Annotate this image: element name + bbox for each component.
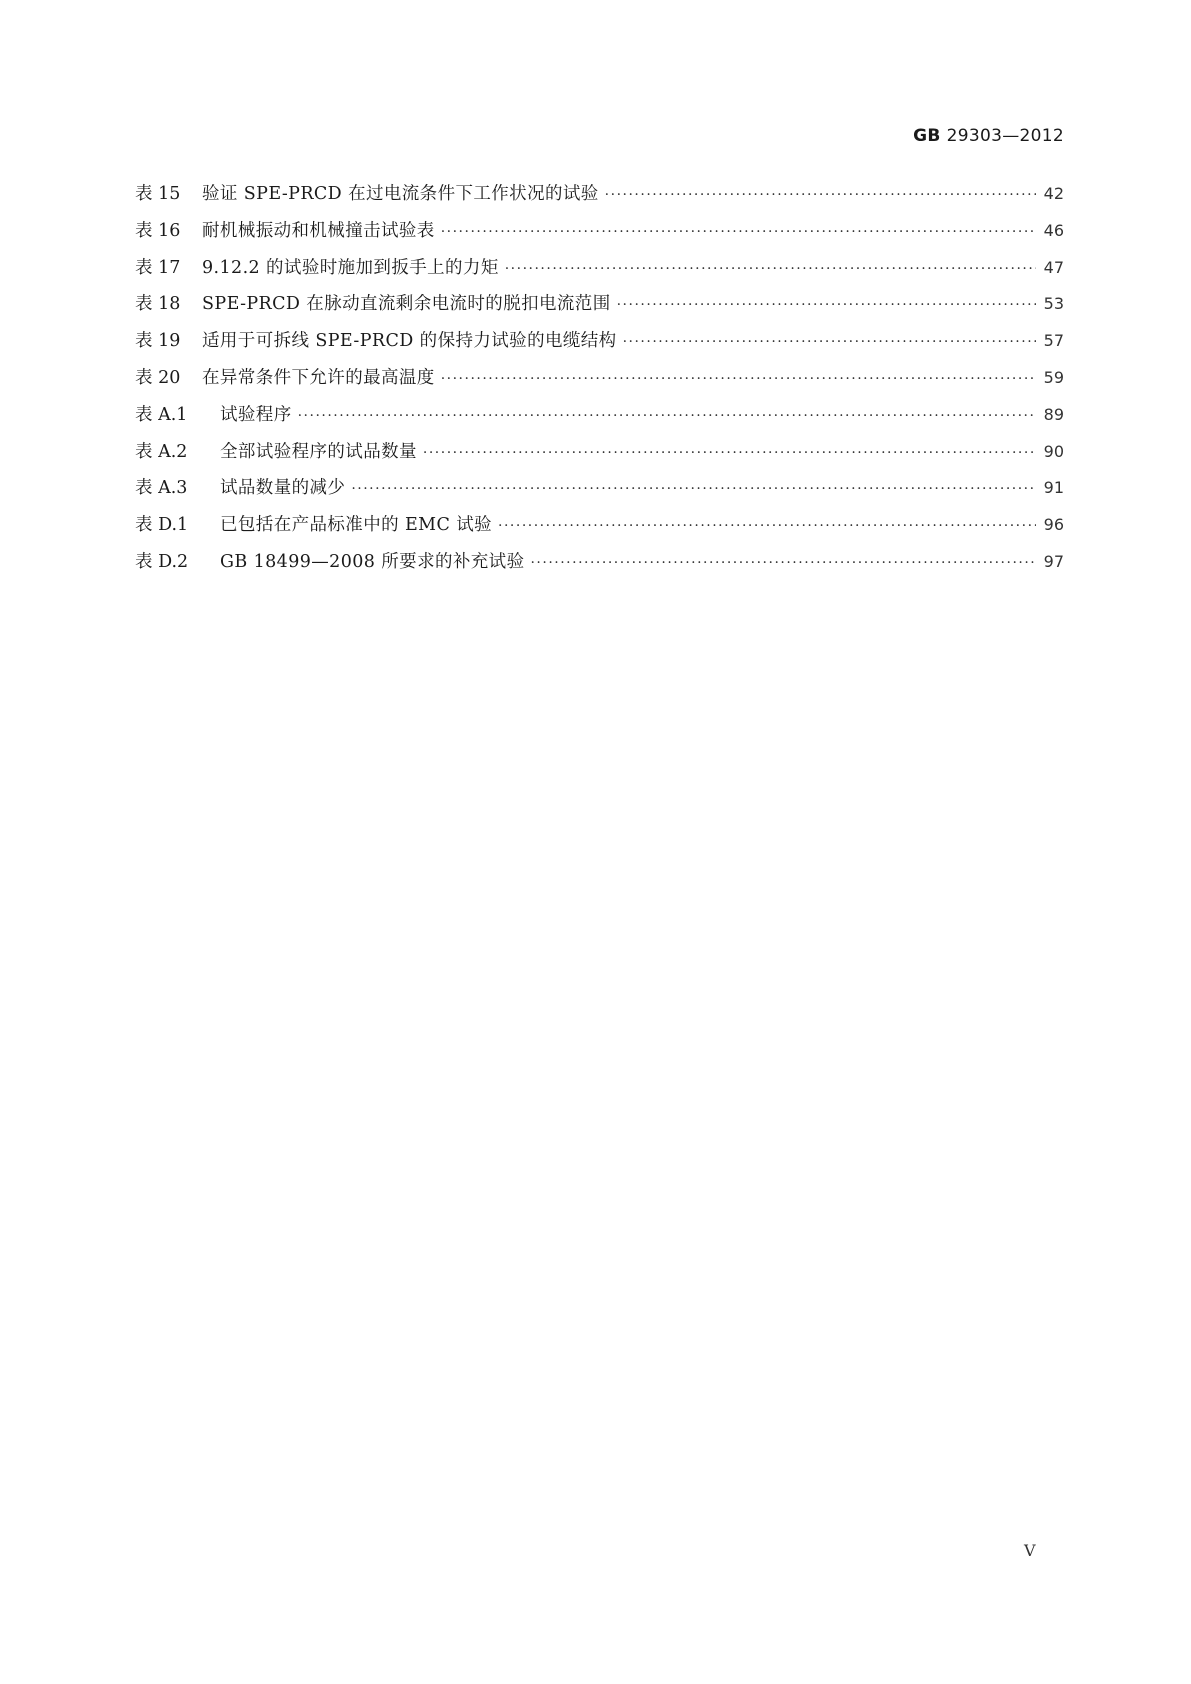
toc-entry-page: 89	[1043, 404, 1064, 424]
table-of-contents-list	[135, 180, 1064, 585]
toc-entry-page: 90	[1043, 441, 1064, 461]
toc-entry-table-15[interactable]	[135, 180, 1064, 217]
toc-entry-table-19[interactable]	[135, 327, 1064, 364]
toc-entry-title: SPE-PRCD 在脉动直流剩余电流时的脱扣电流范围	[202, 294, 611, 315]
toc-entry-page: 46	[1043, 220, 1064, 240]
toc-entry-label: 表 18	[135, 294, 181, 315]
toc-entry-title: GB 18499—2008 所要求的补充试验	[220, 551, 525, 572]
toc-entry-title: 耐机械振动和机械撞击试验表	[202, 220, 435, 241]
standard-number: 29303—2012	[946, 126, 1064, 146]
toc-entry-page: 96	[1043, 515, 1064, 535]
toc-entry-table-16[interactable]	[135, 217, 1064, 254]
dot-leader	[530, 555, 1035, 571]
toc-entry-title: 全部试验程序的试品数量	[220, 441, 417, 462]
toc-entry-page: 42	[1043, 184, 1064, 203]
toc-entry-table-d1[interactable]	[135, 511, 1064, 548]
page-number: Ⅴ	[1024, 1541, 1036, 1560]
toc-entry-label: 表 D.1	[135, 515, 189, 536]
dot-leader	[351, 481, 1035, 497]
toc-entry-title: 9.12.2 的试验时施加到扳手上的力矩	[202, 257, 499, 278]
toc-entry-title: 已包括在产品标准中的 EMC 试验	[220, 515, 493, 536]
toc-entry-table-a2[interactable]	[135, 438, 1064, 475]
dot-leader	[441, 371, 1036, 387]
toc-entry-title: 验证 SPE-PRCD 在过电流条件下工作状况的试验	[202, 184, 599, 204]
toc-entry-label: 表 A.1	[135, 404, 188, 425]
standard-prefix: GB	[913, 126, 941, 146]
toc-entry-label: 表 16	[135, 220, 181, 241]
dot-leader	[441, 224, 1036, 240]
toc-entry-label: 表 19	[135, 331, 181, 352]
toc-entry-table-a3[interactable]	[135, 474, 1064, 511]
dot-leader	[498, 518, 1036, 534]
toc-entry-table-20[interactable]	[135, 364, 1064, 401]
toc-entry-page: 97	[1043, 551, 1064, 571]
toc-entry-label: 表 17	[135, 257, 181, 278]
toc-entry-label: 表 20	[135, 367, 181, 388]
toc-entry-page: 57	[1043, 331, 1064, 351]
toc-entry-title: 在异常条件下允许的最高温度	[202, 367, 435, 388]
toc-entry-label: 表 A.3	[135, 478, 188, 499]
dot-leader	[617, 297, 1036, 313]
standard-code	[913, 126, 1064, 146]
toc-entry-table-a1[interactable]	[135, 401, 1064, 438]
dot-leader	[623, 334, 1036, 350]
toc-entry-table-d2[interactable]	[135, 548, 1064, 585]
toc-entry-title: 试品数量的减少	[220, 478, 346, 499]
toc-entry-page: 47	[1043, 257, 1064, 277]
toc-entry-page: 59	[1043, 367, 1064, 387]
toc-entry-table-18[interactable]	[135, 290, 1064, 327]
dot-leader	[605, 187, 1036, 203]
toc-entry-page: 91	[1043, 478, 1064, 498]
toc-entry-page: 53	[1043, 294, 1064, 314]
toc-entry-label: 表 D.2	[135, 551, 189, 572]
toc-entry-label: 表 A.2	[135, 441, 188, 462]
toc-entry-label: 表 15	[135, 184, 181, 204]
dot-leader	[505, 261, 1036, 277]
toc-entry-title: 适用于可拆线 SPE-PRCD 的保持力试验的电缆结构	[202, 331, 617, 352]
toc-entry-title: 试验程序	[220, 404, 292, 425]
dot-leader	[298, 408, 1036, 424]
dot-leader	[423, 445, 1036, 461]
toc-entry-table-17[interactable]	[135, 254, 1064, 291]
